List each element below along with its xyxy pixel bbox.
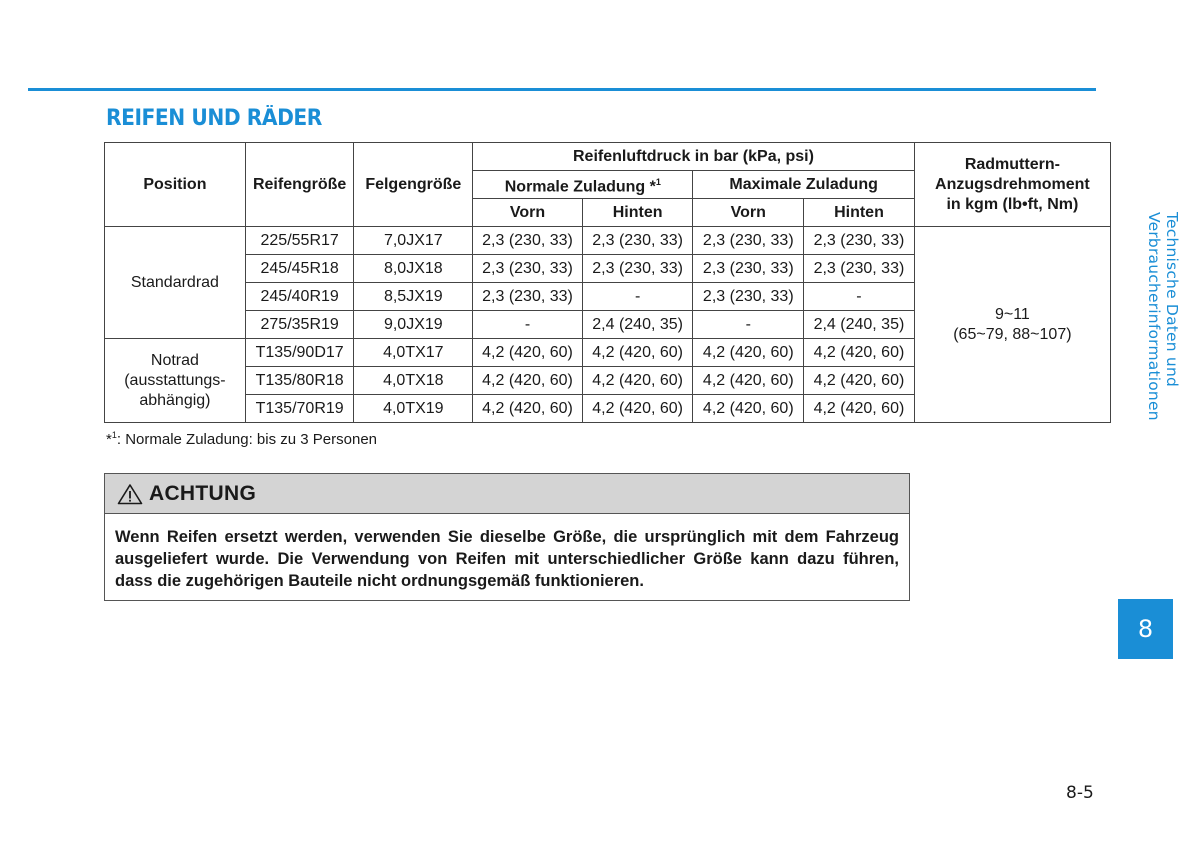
- cell-tire: 245/40R19: [245, 283, 354, 311]
- cell-normal-front: 2,3 (230, 33): [473, 255, 583, 283]
- cell-normal-front: -: [473, 311, 583, 339]
- cell-normal-rear: -: [582, 283, 693, 311]
- warning-triangle-icon: [117, 483, 143, 505]
- header-torque-line3: in kgm (lb•ft, Nm): [946, 195, 1079, 213]
- cell-normal-front: 2,3 (230, 33): [473, 283, 583, 311]
- header-tire-size: Reifengröße: [245, 143, 354, 227]
- header-normal-load: [473, 171, 693, 199]
- header-normal-front: Vorn: [473, 199, 583, 227]
- header-max-load: Maximale Zuladung: [693, 171, 914, 199]
- cell-normal-front: 4,2 (420, 60): [473, 339, 583, 367]
- caution-box: [104, 473, 910, 601]
- cell-normal-rear: 4,2 (420, 60): [582, 367, 693, 395]
- position-spare-line1: Notrad: [150, 351, 199, 369]
- footnote-ref: 1: [655, 176, 661, 187]
- cell-tire: T135/80R18: [245, 367, 354, 395]
- cell-rim: 4,0TX19: [354, 395, 473, 423]
- cell-max-rear: 4,2 (420, 60): [804, 395, 915, 423]
- cell-max-rear: 2,3 (230, 33): [804, 227, 915, 255]
- cell-rim: 8,0JX18: [354, 255, 473, 283]
- footnote-sup: 1: [111, 430, 117, 440]
- cell-normal-rear: 2,3 (230, 33): [582, 255, 693, 283]
- header-pressure-group: Reifenluftdruck in bar (kPa, psi): [473, 143, 915, 171]
- header-rim-size: Felgengröße: [354, 143, 473, 227]
- cell-max-rear: -: [804, 283, 915, 311]
- position-spare: [105, 339, 246, 423]
- cell-max-front: -: [693, 311, 804, 339]
- header-max-rear: Hinten: [804, 199, 915, 227]
- section-title: REIFEN UND RÄDER: [106, 106, 322, 131]
- cell-normal-rear: 2,3 (230, 33): [582, 227, 693, 255]
- header-normal-load-label: Normale Zuladung *: [504, 178, 656, 196]
- cell-rim: 9,0JX19: [354, 311, 473, 339]
- cell-tire: 225/55R17: [245, 227, 354, 255]
- torque-kgm: 9~11: [994, 305, 1030, 323]
- position-spare-line2: (ausstattungs-: [124, 371, 226, 389]
- cell-max-front: 2,3 (230, 33): [693, 255, 804, 283]
- cell-max-rear: 4,2 (420, 60): [804, 339, 915, 367]
- header-position: Position: [105, 143, 246, 227]
- cell-max-front: 2,3 (230, 33): [693, 283, 804, 311]
- cell-normal-front: 4,2 (420, 60): [473, 367, 583, 395]
- footnote-mark: *: [106, 431, 112, 448]
- header-normal-rear: Hinten: [582, 199, 693, 227]
- cell-max-front: 4,2 (420, 60): [693, 395, 804, 423]
- cell-max-rear: 2,3 (230, 33): [804, 255, 915, 283]
- torque-lbft-nm: (65~79, 88~107): [953, 325, 1072, 343]
- chapter-side-label: Technische Daten und Verbraucherinformationen: [1145, 212, 1181, 421]
- cell-rim: 4,0TX18: [354, 367, 473, 395]
- torque-value: [914, 227, 1110, 423]
- cell-rim: 4,0TX17: [354, 339, 473, 367]
- cell-max-front: 4,2 (420, 60): [693, 339, 804, 367]
- cell-max-front: 2,3 (230, 33): [693, 227, 804, 255]
- footnote: [106, 430, 377, 448]
- tire-spec-table: [104, 142, 1111, 423]
- caution-title: ACHTUNG: [149, 481, 257, 505]
- position-spare-line3: abhängig): [139, 391, 211, 409]
- caution-body: Wenn Reifen ersetzt werden, verwenden Sie dieselbe Größe, die ursprünglich mit dem Fahrzeug ausgeliefert wurde. Die Verwendung von Reifen mit unterschiedlicher Größe kann dazu führen, dass die zugehörigen Bauteile nicht ordnungsgemäß funktionieren.: [115, 528, 899, 590]
- cell-normal-front: 2,3 (230, 33): [473, 227, 583, 255]
- top-rule: [28, 88, 1096, 91]
- cell-normal-rear: 2,4 (240, 35): [582, 311, 693, 339]
- chapter-tab: 8: [1118, 599, 1173, 659]
- header-torque-line1: Radmuttern-: [964, 155, 1060, 173]
- cell-normal-front: 4,2 (420, 60): [473, 395, 583, 423]
- cell-max-front: 4,2 (420, 60): [693, 367, 804, 395]
- cell-tire: T135/70R19: [245, 395, 354, 423]
- cell-tire: 275/35R19: [245, 311, 354, 339]
- cell-rim: 7,0JX17: [354, 227, 473, 255]
- position-standard: Standardrad: [105, 227, 246, 339]
- caution-header: [105, 474, 909, 514]
- cell-max-rear: 2,4 (240, 35): [804, 311, 915, 339]
- table-row: [105, 227, 1111, 255]
- page-number: 8-5: [1066, 783, 1094, 803]
- cell-tire: 245/45R18: [245, 255, 354, 283]
- header-torque-line2: Anzugsdrehmoment: [935, 175, 1090, 193]
- cell-normal-rear: 4,2 (420, 60): [582, 395, 693, 423]
- footnote-text: : Normale Zuladung: bis zu 3 Personen: [116, 431, 378, 448]
- cell-max-rear: 4,2 (420, 60): [804, 367, 915, 395]
- cell-normal-rear: 4,2 (420, 60): [582, 339, 693, 367]
- header-max-front: Vorn: [693, 199, 804, 227]
- header-torque: [914, 143, 1110, 227]
- cell-tire: T135/90D17: [245, 339, 354, 367]
- cell-rim: 8,5JX19: [354, 283, 473, 311]
